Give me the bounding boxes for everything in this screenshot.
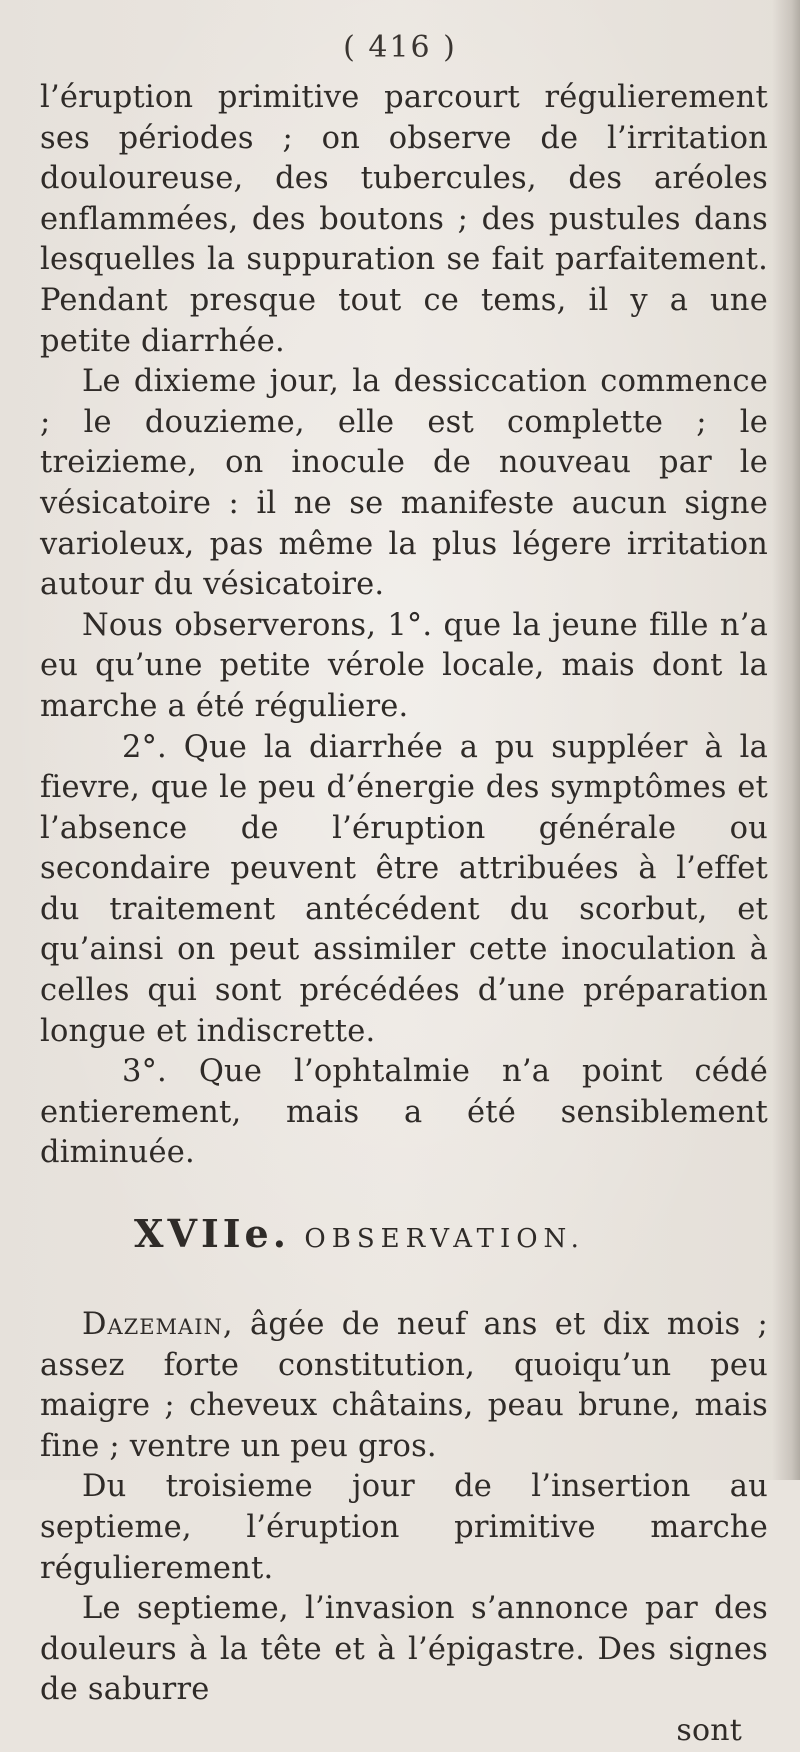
section-heading [40, 1212, 768, 1261]
page-number: ( 416 ) [343, 30, 457, 65]
paragraph-observation-2: 2°. Que la diarrhée a pu suppléer à la fievre, que le peu d’énergie des symptômes et l’absence de l’éruption générale ou secondaire peuvent être attribuées à l’effet du traitement antécédent du scorbut, et qu’ainsi on peut assimiler cette inoculation à celles qui sont précédées d’une préparation longue et indiscrette. [40, 729, 768, 1049]
section-number: XVIIe. [134, 1211, 290, 1257]
paragraph-patient-description [40, 1305, 768, 1467]
paragraph-observation-1: Nous observerons, 1°. que la jeune fille n’a eu qu’une petite vérole locale, mais dont la marche a été réguliere. [40, 607, 768, 724]
patient-name: Dazemain [82, 1307, 223, 1343]
paragraph-invasion: Le septieme, l’invasion s’annonce par des douleurs à la tête et à l’épigastre. Des signes de saburre [40, 1591, 768, 1708]
paragraph-dessiccation: Le dixieme jour, la dessiccation commence ; le douzieme, elle est complette ; le treizieme, on inocule de nouveau par le vésicatoire : il ne se manifeste aucun signe varioleux, pas même la plus légere irritation autour du vésicatoire. [40, 364, 768, 603]
paragraph-continuation: l’éruption primitive parcourt régulierement ses périodes ; on observe de l’irritation douloureuse, des tubercules, des aréoles enflammées, des boutons ; des pustules dans lesquelles la suppuration se fait parfaitement. Pendant presque tout ce tems, il y a une petite diarrhée. [40, 80, 768, 359]
page-edge-shadow [772, 0, 800, 1480]
body-text [40, 78, 768, 1752]
paragraph-eruption: Du troisieme jour de l’insertion au septieme, l’éruption primitive marche régulierement. [40, 1469, 768, 1586]
paragraph-observation-3: 3°. Que l’ophtalmie n’a point cédé entierement, mais a été sensiblement diminuée. [40, 1054, 768, 1171]
patient-description: , âgée de neuf ans et dix mois ; assez forte constitution, quoiqu’un peu maigre ; cheveux châtains, peau brune, mais fine ; ventre un peu gros. [40, 1307, 768, 1464]
catchword: sont [676, 1712, 742, 1748]
section-label: OBSERVATION. [304, 1224, 585, 1255]
